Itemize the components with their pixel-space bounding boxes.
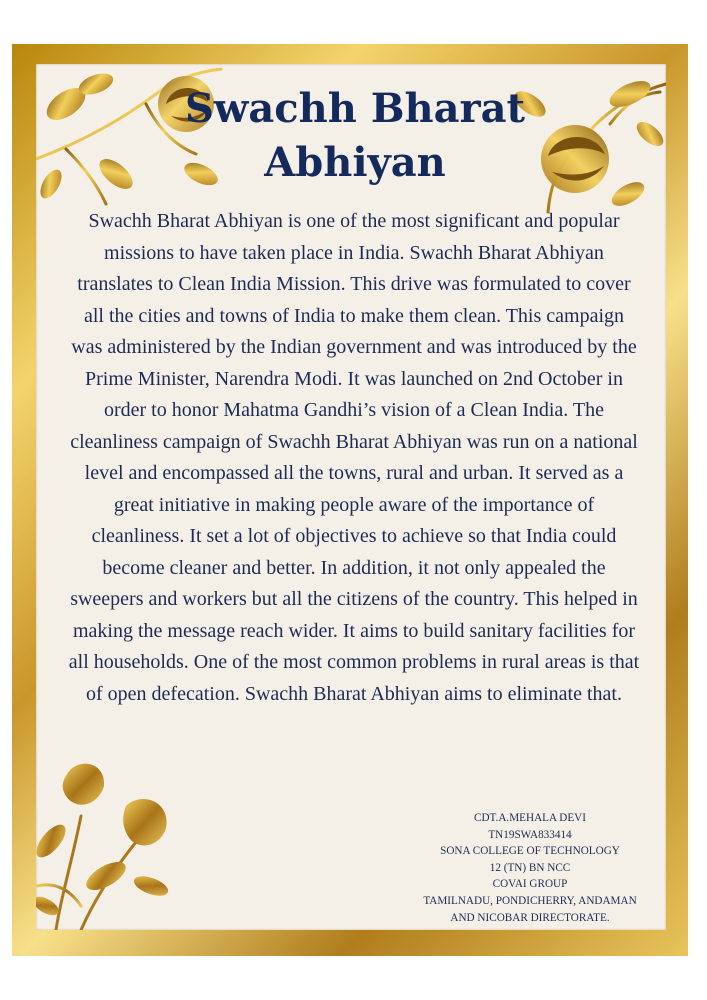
essay-paragraph: Swachh Bharat Abhiyan is one of the most significant and popular missions to have taken place in India. Swachh Bharat Abhiyan translates to Clean India Mission. This drive was formulated to cover all the cities and towns of India to make them clean. This campaign was administered by the Indian government and was introduced by the Prime Minister, Narendra Modi. It was launched on 2nd October in order to honor Mahatma Gandhi’s vision of a Clean India. The cleanliness campaign of Swachh Bharat Abhiyan was run on a national level and encompassed all the towns, rural and urban. It served as a great initiative in making people aware of the importance of cleanliness. It set a lot of objectives to achieve so that India could become cleaner and better. In addition, it not only appealed the sweepers and workers but all the citizens of the country. This helped in making the message reach wider. It aims to build sanitary facilities for all households. One of the most common problems in rural areas is that of open defecation. Swachh Bharat Abhiyan aims to eliminate that. — [68, 210, 640, 705]
signature-block — [398, 810, 662, 926]
ncc-unit: 12 (TN) BN NCC — [489, 861, 571, 874]
gold-tulip-icon — [36, 756, 186, 930]
directorate-line-2: AND NICOBAR DIRECTORATE. — [450, 911, 610, 924]
page-title: Swachh Bharat Abhiyan — [185, 85, 525, 186]
cadet-name: CDT.A.MEHALA DEVI — [474, 812, 586, 824]
college-name: SONA COLLEGE OF TECHNOLOGY — [440, 845, 620, 858]
registration-number: TN19SWA833414 — [488, 828, 572, 841]
ncc-group: COVAI GROUP — [492, 878, 568, 891]
directorate-line-1: TAMILNADU, PONDICHERRY, ANDAMAN — [423, 894, 637, 907]
